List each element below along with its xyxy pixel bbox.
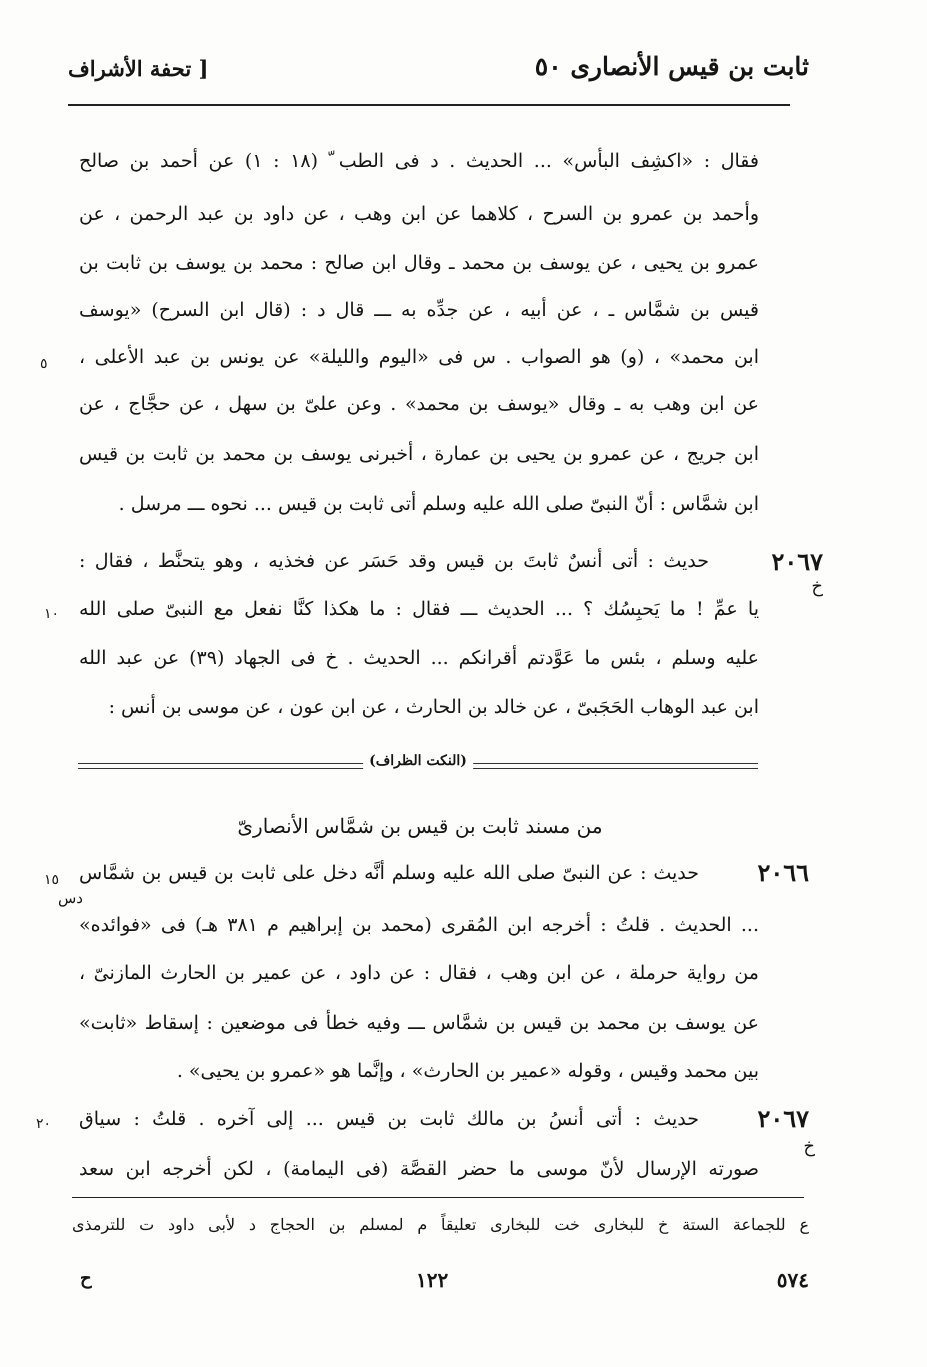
text-line: ابن محمد» ، (و) هو الصواب . س فى «اليوم والليلة» عن يونس بن عبد الأعلى ، <box>79 346 759 368</box>
hadith-number: ٢٠٦٧ <box>757 1104 809 1133</box>
header-rule <box>68 104 790 106</box>
text-line: حديث : أتى أنسُ بن مالك ثابت بن قيس ... إلى آخره . قلتُ : سياق <box>79 1108 699 1130</box>
hadith-number: ٢٠٦٧ <box>771 547 823 576</box>
text-line: بين محمد وقيس ، وقوله «عمير بن الحارث» ، وإنَّما هو «عمرو بن يحيى» . <box>176 1060 759 1082</box>
book-title: [ تحفة الأشراف <box>68 56 209 81</box>
line-number-15: ١٥ <box>44 872 60 888</box>
text-line: حديث : أتى أنسٌ ثابتَ بن قيس وقد حَسَر عن فخذيه ، وهو يتحنَّط ، فقال : <box>79 550 709 572</box>
text-line: ابن شمَّاس : أنّ النبىّ صلى الله عليه وسلم أتى ثابت بن قيس ... نحوه ـــ مرسل . <box>118 493 759 515</box>
text-line: ابن عبد الوهاب الحَجَبىّ ، عن خالد بن الحارث ، عن ابن عون ، عن موسى بن أنس : <box>108 696 759 718</box>
text-line: عن يوسف بن محمد بن قيس بن شمَّاس ـــ وفيه خطأ فى موضعين : إسقاط «ثابت» <box>79 1012 759 1034</box>
signature-mark: ح <box>80 1268 92 1289</box>
volume-page-number: ١٢٢ <box>416 1268 449 1292</box>
section-divider <box>78 753 758 773</box>
text-line: وأحمد بن عمرو بن السرح ، كلاهما عن ابن وهب ، عن داود بن عبد الرحمن ، عن <box>79 203 759 225</box>
text-line: يا عمِّ ! ما يَحبِسُك ؟ ... الحديث ـــ فقال : ما هكذا كنَّا نفعل مع النبىّ صلى الله <box>79 598 759 620</box>
line-number-20: ٢٠ <box>36 1116 52 1132</box>
text-line: عليه وسلم ، بئس ما عَوَّدتم أقرانكم ... الحديث . خ فى الجهاد (٣٩) عن عبد الله <box>79 647 759 669</box>
running-title: ثابت بن قيس الأنصارى ٥٠ <box>534 52 809 81</box>
abbreviation-key: ع للجماعة الستة خ للبخارى خت للبخارى تعليقاً م لمسلم بن الحجاج د لأبى داود ت للترمذى <box>72 1215 809 1234</box>
source-siglum: خ <box>803 1136 815 1157</box>
footer-rule <box>72 1197 804 1198</box>
text-line: حديث : عن النبىّ صلى الله عليه وسلم أنَّه دخل على ثابت بن قيس بن شمَّاس <box>79 862 699 884</box>
text-line: ابن جريج ، عن عمرو بن يحيى بن عمارة ، أخبرنى يوسف بن محمد بن ثابت بن قيس <box>79 443 759 465</box>
text-line: ... الحديث . قلتُ : أخرجه ابن المُقرى (محمد بن إبراهيم م ٣٨١ هـ) فى «فوائده» <box>79 914 759 936</box>
source-siglum: خ <box>811 576 823 597</box>
line-number-10: ١٠ <box>44 606 60 622</box>
text-line: عمرو بن يحيى ، عن يوسف بن محمد ـ وقال ابن صالح : محمد بن يوسف بن ثابت بن <box>79 252 759 274</box>
text-line: صورته الإرسال لأنّ موسى ما حضر القصَّة (فى اليمامة) ، لكن أخرجه ابن سعد <box>79 1158 759 1180</box>
text-line: عن ابن وهب به ـ وقال «يوسف بن محمد» . وعن علىّ بن سهل ، عن حجَّاج ، عن <box>79 393 759 415</box>
line-number-5: ٥ <box>40 356 48 372</box>
text-line: فقال : «اكشِف البأس» ... الحديث . د فى الطب ّ (١٨ : ١) عن أحمد بن صالح <box>79 150 760 172</box>
text-line: من رواية حرملة ، عن ابن وهب ، فقال : عن داود ، عن عمير بن الحارث المازنىّ ، <box>79 962 759 984</box>
divider-label: (النكت الظراف) <box>363 753 473 769</box>
source-siglum: دس <box>58 889 83 907</box>
section-subtitle: من مسند ثابت بن قيس بن شمَّاس الأنصارىّ <box>237 814 603 838</box>
page-number: ٥٧٤ <box>776 1268 809 1292</box>
hadith-number: ٢٠٦٦ <box>757 858 809 887</box>
text-line: قيس بن شمَّاس ـ ، عن أبيه ، عن جدِّه به ـــ قال د : (قال ابن السرح) «يوسف <box>79 299 759 321</box>
